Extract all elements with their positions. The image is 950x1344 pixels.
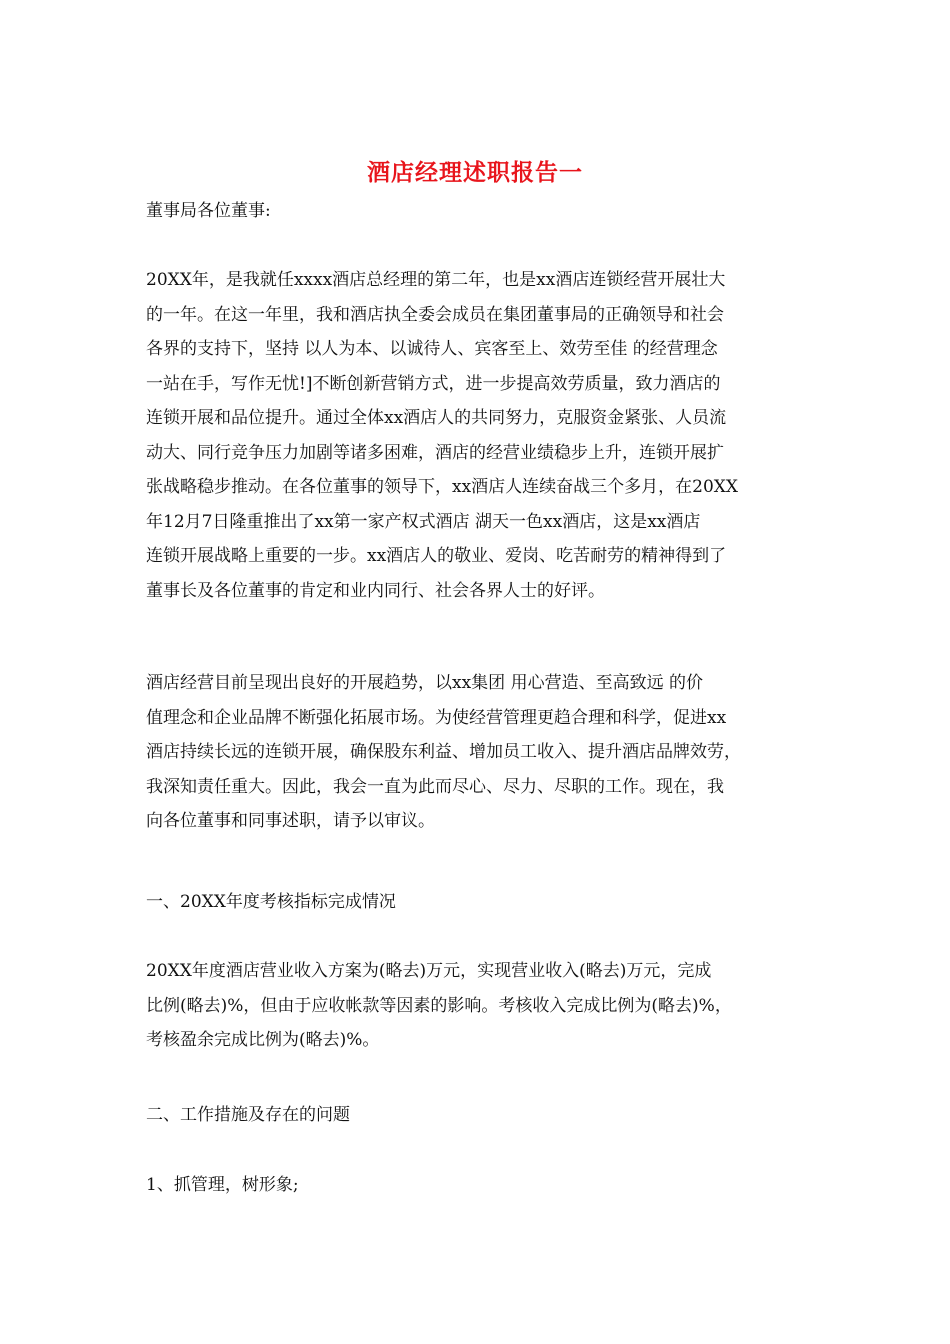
paragraph-line: 20XX年度酒店营业收入方案为(略去)万元，实现营业收入(略去)万元，完成 — [146, 961, 712, 981]
paragraph-line: 考核盈余完成比例为(略去)%。 — [146, 1030, 380, 1050]
paragraph-line: 20XX年，是我就任xxxx酒店总经理的第二年，也是xx酒店连锁经营开展壮大 — [146, 270, 726, 290]
paragraph-line: 向各位董事和同事述职，请予以审议。 — [146, 811, 435, 831]
paragraph-line: 的一年。在这一年里，我和酒店执全委会成员在集团董事局的正确领导和社会 — [146, 304, 724, 325]
paragraph-trend — [146, 666, 812, 839]
paragraph-line: 一站在手，写作无忧!]不断创新营销方式，进一步提高效劳质量，致力酒店的 — [146, 373, 721, 394]
paragraph-line: 酒店持续长远的连锁开展，确保股东利益、增加员工收入、提升酒店品牌效劳， — [146, 742, 741, 762]
paragraph-line: 我深知责任重大。因此，我会一直为此而尽心、尽力、尽职的工作。现在，我 — [146, 776, 724, 797]
paragraph-line: 各界的支持下，坚持 以人为本、以诚待人、宾客至上、效劳至佳 的经营理念 — [146, 339, 718, 359]
document-title: 酒店经理述职报告一 — [367, 159, 583, 186]
sub-heading-1: 1、抓管理，树形象; — [146, 1175, 299, 1195]
paragraph-line: 比例(略去)%，但由于应收帐款等因素的影响。考核收入完成比例为(略去)%， — [146, 995, 732, 1016]
paragraph-line: 连锁开展战略上重要的一步。xx酒店人的敬业、爱岗、吃苦耐劳的精神得到了 — [146, 546, 727, 566]
paragraph-line: 张战略稳步推动。在各位董事的领导下，xx酒店人连续奋战三个多月，在20XX — [146, 477, 739, 497]
salutation: 董事局各位董事: — [146, 201, 271, 221]
paragraph-line: 董事长及各位董事的肯定和业内同行、社会各界人士的好评。 — [146, 580, 605, 601]
section-heading-1: 一、20XX年度考核指标完成情况 — [146, 892, 396, 912]
paragraph-line: 连锁开展和品位提升。通过全体xx酒店人的共同努力，克服资金紧张、人员流 — [146, 408, 727, 428]
paragraph-line: 动大、同行竞争压力加剧等诸多困难，酒店的经营业绩稳步上升，连锁开展扩 — [146, 442, 724, 463]
section-heading-2: 二、工作措施及存在的问题 — [146, 1105, 350, 1125]
paragraph-line: 年12月7日隆重推出了xx第一家产权式酒店 湖天一色xx酒店，这是xx酒店 — [146, 511, 701, 532]
paragraph-line: 值理念和企业品牌不断强化拓展市场。为使经营管理更趋合理和科学，促进xx — [146, 707, 727, 728]
paragraph-line: 酒店经营目前呈现出良好的开展趋势，以xx集团 用心营造、至高致远 的价 — [146, 673, 703, 693]
paragraph-indicators — [146, 954, 812, 1058]
paragraph-intro — [146, 263, 812, 608]
